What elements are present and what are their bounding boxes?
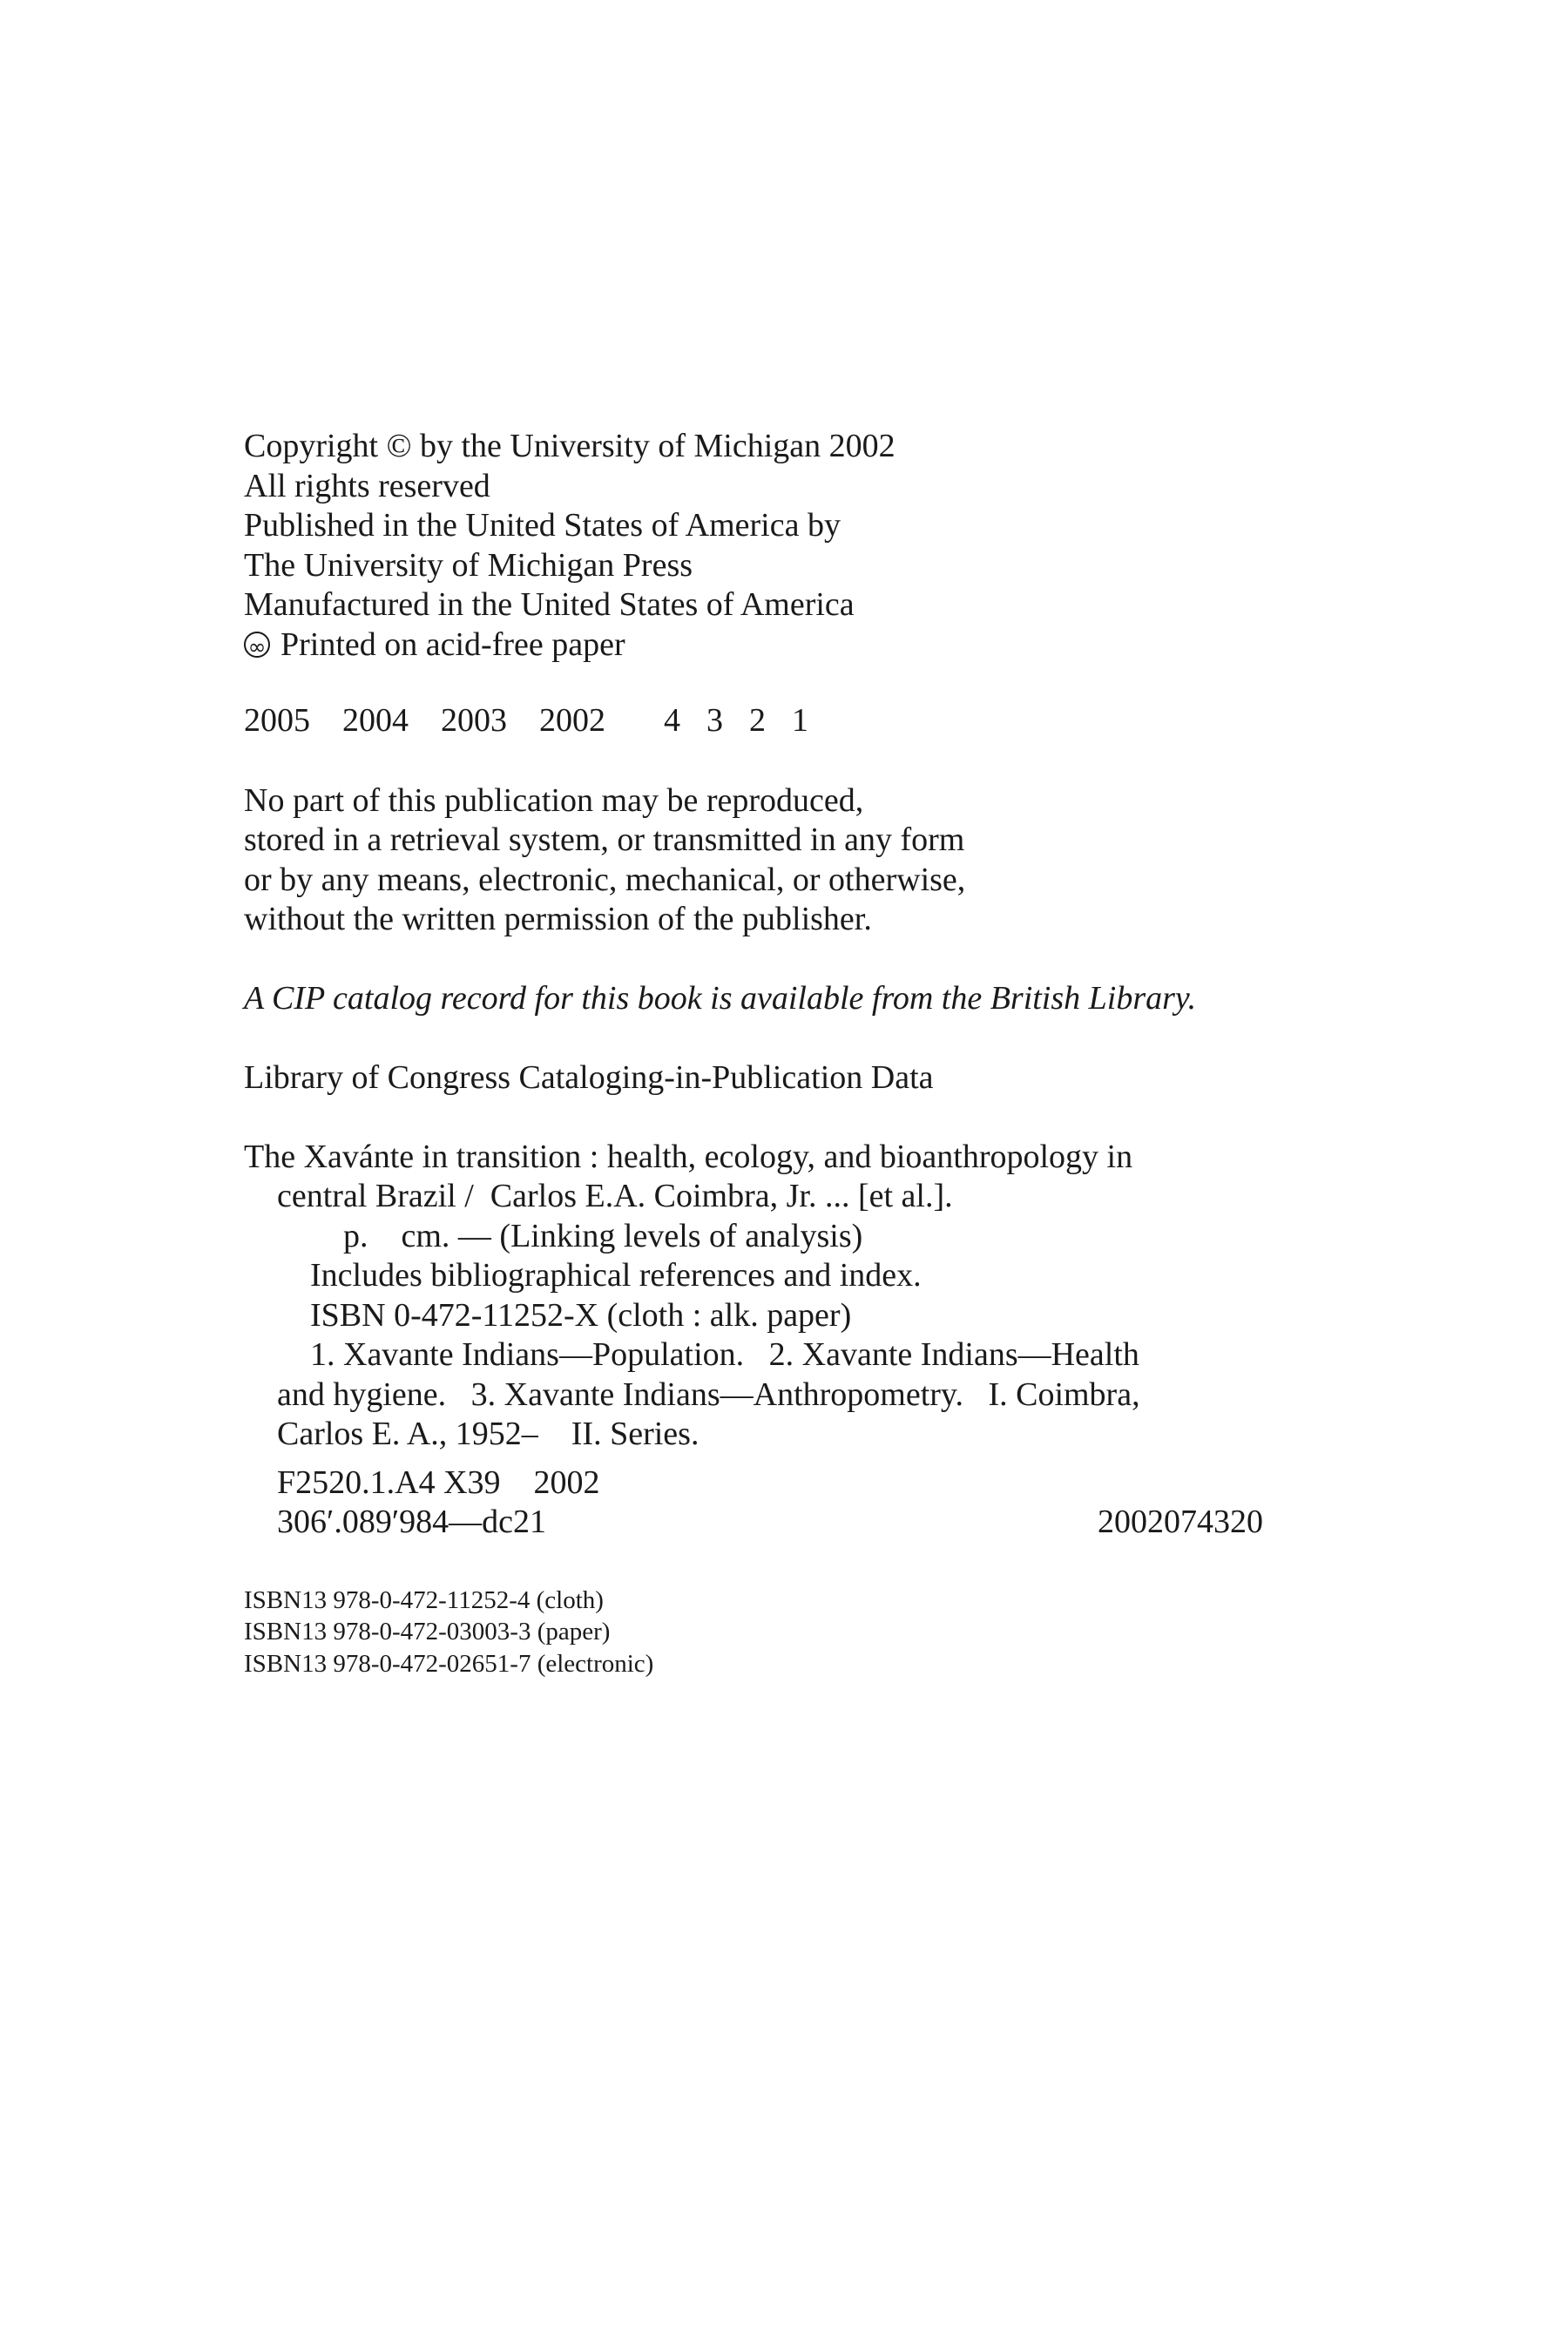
rights-notice-line: stored in a retrieval system, or transmitted in any form (244, 821, 965, 858)
rights-notice-line: or by any means, electronic, mechanical, or otherwise, (244, 861, 966, 898)
loc-cip-heading: Library of Congress Cataloging-in-Publication Data (244, 1059, 934, 1096)
rights-reserved-line: All rights reserved (244, 467, 490, 504)
cip-notes: Includes bibliographical references and index. (310, 1257, 922, 1294)
lccn-number: 2002074320 (1098, 1504, 1263, 1540)
isbn13-line: ISBN13 978-0-472-03003-3 (paper) (244, 1618, 611, 1646)
impression-number: 2 (749, 702, 766, 739)
acid-free-text: Printed on acid-free paper (280, 625, 625, 663)
copyright-page (244, 427, 1376, 1680)
isbn13-line: ISBN13 978-0-472-02651-7 (electronic) (244, 1649, 654, 1678)
isbn13-line: ISBN13 978-0-472-11252-4 (cloth) (244, 1585, 604, 1614)
impression-number: 1 (792, 702, 808, 739)
printing-year: 2003 (441, 702, 507, 739)
acid-free-line (244, 625, 1376, 666)
lc-call-number: F2520.1.A4 X39 2002 (277, 1463, 600, 1501)
cip-subjects-line: and hygiene. 3. Xavante Indians—Anthropometry. I. Coimbra, (277, 1375, 1140, 1413)
copyright-line: Copyright © by the University of Michigan 2002 (244, 428, 896, 464)
dewey-row (277, 1503, 1263, 1543)
impression-number: 3 (706, 702, 723, 739)
cip-subjects-line: Carlos E. A., 1952– II. Series. (277, 1416, 700, 1452)
british-library-cip-note: A CIP catalog record for this book is available from the British Library. (244, 979, 1197, 1017)
cip-subjects-line: 1. Xavante Indians—Population. 2. Xavante Indians—Health (310, 1336, 1139, 1373)
isbn13-block (244, 1585, 1376, 1680)
printing-year: 2005 (244, 702, 310, 739)
infinity-circle-icon (244, 632, 270, 658)
rights-notice-line: without the written permission of the publisher. (244, 901, 872, 937)
cip-record (244, 1138, 1376, 1455)
printing-year: 2004 (342, 702, 409, 739)
cip-physical-description: p. cm. — (Linking levels of analysis) (343, 1217, 863, 1254)
published-line: Published in the United States of America by (244, 507, 841, 544)
rights-notice (244, 781, 1376, 940)
printing-year: 2002 (539, 702, 605, 739)
printing-line (244, 701, 1376, 741)
dewey-number: 306′.089′984—dc21 (277, 1504, 546, 1540)
impression-number: 4 (664, 702, 680, 739)
cip-isbn: ISBN 0-472-11252-X (cloth : alk. paper) (310, 1296, 852, 1334)
cip-title-line: The Xavánte in transition : health, ecology, and bioanthropology in (244, 1138, 1133, 1175)
classification-block (244, 1463, 1376, 1543)
rights-notice-line: No part of this publication may be reproduced, (244, 781, 864, 819)
manufactured-line: Manufactured in the United States of America (244, 586, 855, 623)
publisher-line: The University of Michigan Press (244, 546, 693, 584)
copyright-block (244, 427, 1376, 665)
cip-title-line: central Brazil / Carlos E.A. Coimbra, Jr. ... [et al.]. (277, 1178, 953, 1214)
